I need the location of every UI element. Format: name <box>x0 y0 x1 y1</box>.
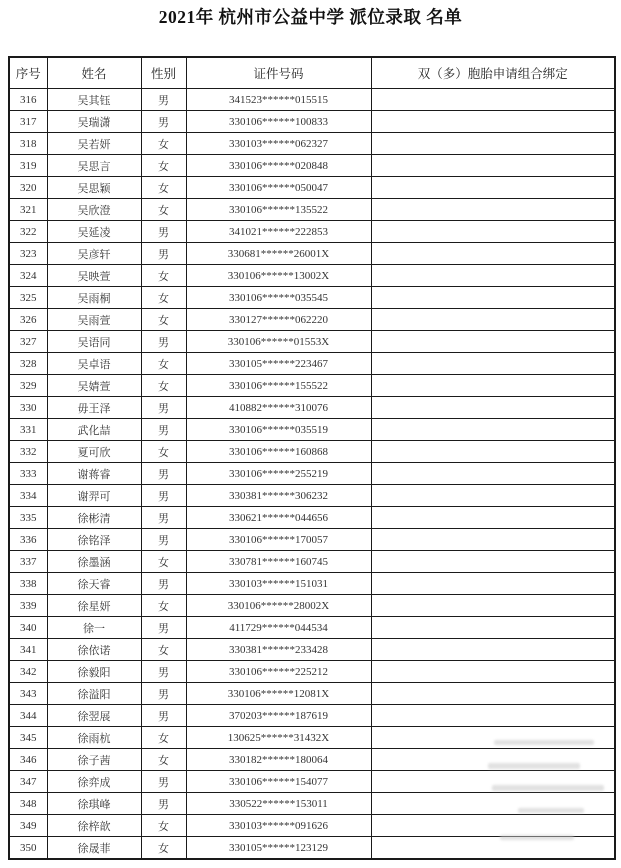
cell-twin-binding <box>371 397 615 419</box>
cell-name: 毋王泽 <box>47 397 141 419</box>
cell-gender: 女 <box>141 287 186 309</box>
cell-twin-binding <box>371 309 615 331</box>
cell-twin-binding <box>371 199 615 221</box>
cell-gender: 女 <box>141 595 186 617</box>
cell-id-number: 330522******153011 <box>186 793 371 815</box>
cell-twin-binding <box>371 683 615 705</box>
table-row <box>9 441 615 463</box>
cell-id-number: 330106******035545 <box>186 287 371 309</box>
table-row <box>9 177 615 199</box>
cell-name: 徐墨涵 <box>47 551 141 573</box>
cell-id-number: 330381******306232 <box>186 485 371 507</box>
cell-gender: 男 <box>141 661 186 683</box>
cell-gender: 男 <box>141 89 186 111</box>
admission-roster-table <box>8 56 616 860</box>
cell-twin-binding <box>371 375 615 397</box>
table-row <box>9 573 615 595</box>
cell-gender: 女 <box>141 375 186 397</box>
cell-twin-binding <box>371 419 615 441</box>
cell-twin-binding <box>371 705 615 727</box>
cell-name: 徐溢阳 <box>47 683 141 705</box>
cell-twin-binding <box>371 111 615 133</box>
table-row <box>9 683 615 705</box>
table-row <box>9 705 615 727</box>
table-row <box>9 353 615 375</box>
cell-id-number: 330681******26001X <box>186 243 371 265</box>
cell-name: 吴映萱 <box>47 265 141 287</box>
cell-serial-number: 326 <box>9 309 47 331</box>
cell-id-number: 130625******31432X <box>186 727 371 749</box>
table-row <box>9 529 615 551</box>
cell-gender: 男 <box>141 485 186 507</box>
cell-name: 徐铭泽 <box>47 529 141 551</box>
cell-twin-binding <box>371 617 615 639</box>
cell-twin-binding <box>371 353 615 375</box>
cell-name: 吴若妍 <box>47 133 141 155</box>
cell-gender: 女 <box>141 837 186 860</box>
table-row <box>9 507 615 529</box>
cell-gender: 男 <box>141 111 186 133</box>
cell-id-number: 330106******020848 <box>186 155 371 177</box>
cell-serial-number: 317 <box>9 111 47 133</box>
cell-twin-binding <box>371 727 615 749</box>
cell-serial-number: 318 <box>9 133 47 155</box>
header-id-number: 证件号码 <box>186 57 371 89</box>
cell-name: 徐星妍 <box>47 595 141 617</box>
cell-id-number: 330182******180064 <box>186 749 371 771</box>
cell-gender: 男 <box>141 221 186 243</box>
cell-id-number: 330127******062220 <box>186 309 371 331</box>
cell-gender: 女 <box>141 815 186 837</box>
cell-id-number: 330106******13002X <box>186 265 371 287</box>
cell-name: 吴其钰 <box>47 89 141 111</box>
cell-name: 吴卓语 <box>47 353 141 375</box>
cell-id-number: 330106******135522 <box>186 199 371 221</box>
cell-id-number: 330106******160868 <box>186 441 371 463</box>
header-name: 姓名 <box>47 57 141 89</box>
cell-gender: 男 <box>141 397 186 419</box>
cell-gender: 男 <box>141 617 186 639</box>
page-title: 2021年 杭州市公益中学 派位录取 名单 <box>158 7 463 27</box>
cell-serial-number: 348 <box>9 793 47 815</box>
cell-serial-number: 343 <box>9 683 47 705</box>
cell-name: 徐翌展 <box>47 705 141 727</box>
cell-twin-binding <box>371 837 615 860</box>
table-row <box>9 199 615 221</box>
cell-serial-number: 331 <box>9 419 47 441</box>
cell-gender: 女 <box>141 265 186 287</box>
cell-id-number: 330106******28002X <box>186 595 371 617</box>
cell-id-number: 341021******222853 <box>186 221 371 243</box>
header-twin-binding: 双（多）胞胎申请组合绑定 <box>371 57 615 89</box>
cell-id-number: 330106******170057 <box>186 529 371 551</box>
table-row <box>9 595 615 617</box>
cell-name: 徐依诺 <box>47 639 141 661</box>
cell-name: 徐雨杭 <box>47 727 141 749</box>
table-row <box>9 265 615 287</box>
cell-id-number: 330106******154077 <box>186 771 371 793</box>
table-row <box>9 463 615 485</box>
cell-id-number: 330105******223467 <box>186 353 371 375</box>
table-row <box>9 661 615 683</box>
cell-twin-binding <box>371 815 615 837</box>
cell-name: 吴思言 <box>47 155 141 177</box>
cell-serial-number: 339 <box>9 595 47 617</box>
cell-gender: 女 <box>141 177 186 199</box>
table-row <box>9 749 615 771</box>
cell-twin-binding <box>371 573 615 595</box>
table-row <box>9 793 615 815</box>
cell-id-number: 330106******12081X <box>186 683 371 705</box>
cell-id-number: 330103******091626 <box>186 815 371 837</box>
cell-serial-number: 327 <box>9 331 47 353</box>
cell-gender: 女 <box>141 639 186 661</box>
cell-serial-number: 344 <box>9 705 47 727</box>
table-row <box>9 397 615 419</box>
cell-id-number: 330106******050047 <box>186 177 371 199</box>
cell-id-number: 330106******035519 <box>186 419 371 441</box>
cell-twin-binding <box>371 441 615 463</box>
cell-twin-binding <box>371 551 615 573</box>
table-row <box>9 111 615 133</box>
cell-gender: 男 <box>141 683 186 705</box>
cell-gender: 女 <box>141 133 186 155</box>
cell-name: 吴瑞潇 <box>47 111 141 133</box>
table-row <box>9 331 615 353</box>
cell-gender: 女 <box>141 441 186 463</box>
cell-serial-number: 336 <box>9 529 47 551</box>
cell-gender: 男 <box>141 573 186 595</box>
cell-name: 吴思颖 <box>47 177 141 199</box>
header-serial-number: 序号 <box>9 57 47 89</box>
cell-name: 徐琪峰 <box>47 793 141 815</box>
cell-twin-binding <box>371 793 615 815</box>
table-row <box>9 309 615 331</box>
cell-id-number: 410882******310076 <box>186 397 371 419</box>
cell-serial-number: 340 <box>9 617 47 639</box>
cell-name: 徐天睿 <box>47 573 141 595</box>
cell-serial-number: 321 <box>9 199 47 221</box>
cell-serial-number: 350 <box>9 837 47 860</box>
cell-serial-number: 342 <box>9 661 47 683</box>
cell-twin-binding <box>371 287 615 309</box>
cell-twin-binding <box>371 177 615 199</box>
cell-serial-number: 320 <box>9 177 47 199</box>
cell-serial-number: 349 <box>9 815 47 837</box>
cell-twin-binding <box>371 507 615 529</box>
cell-serial-number: 323 <box>9 243 47 265</box>
cell-gender: 男 <box>141 793 186 815</box>
table-row <box>9 617 615 639</box>
cell-id-number: 330381******233428 <box>186 639 371 661</box>
cell-name: 徐彬清 <box>47 507 141 529</box>
cell-name: 徐梓歆 <box>47 815 141 837</box>
table-row <box>9 639 615 661</box>
table-row <box>9 287 615 309</box>
cell-id-number: 330103******062327 <box>186 133 371 155</box>
cell-id-number: 330105******123129 <box>186 837 371 860</box>
cell-id-number: 370203******187619 <box>186 705 371 727</box>
table-row <box>9 485 615 507</box>
cell-twin-binding <box>371 331 615 353</box>
cell-twin-binding <box>371 265 615 287</box>
cell-name: 徐一 <box>47 617 141 639</box>
cell-id-number: 330106******01553X <box>186 331 371 353</box>
table-row <box>9 133 615 155</box>
cell-name: 吴雨桐 <box>47 287 141 309</box>
cell-serial-number: 324 <box>9 265 47 287</box>
table-row <box>9 89 615 111</box>
table-row <box>9 243 615 265</box>
table-row <box>9 727 615 749</box>
table-row <box>9 155 615 177</box>
cell-serial-number: 329 <box>9 375 47 397</box>
cell-name: 夏可欣 <box>47 441 141 463</box>
cell-twin-binding <box>371 243 615 265</box>
cell-serial-number: 322 <box>9 221 47 243</box>
cell-name: 谢蒋睿 <box>47 463 141 485</box>
cell-serial-number: 347 <box>9 771 47 793</box>
cell-serial-number: 335 <box>9 507 47 529</box>
cell-name: 徐弈成 <box>47 771 141 793</box>
table-row <box>9 221 615 243</box>
cell-twin-binding <box>371 529 615 551</box>
cell-name: 吴婧萱 <box>47 375 141 397</box>
cell-gender: 女 <box>141 727 186 749</box>
cell-id-number: 341523******015515 <box>186 89 371 111</box>
cell-twin-binding <box>371 463 615 485</box>
table-row <box>9 815 615 837</box>
cell-serial-number: 319 <box>9 155 47 177</box>
cell-gender: 男 <box>141 243 186 265</box>
table-row <box>9 837 615 860</box>
cell-serial-number: 333 <box>9 463 47 485</box>
table-header-row <box>9 57 615 89</box>
cell-serial-number: 316 <box>9 89 47 111</box>
cell-name: 吴雨萱 <box>47 309 141 331</box>
cell-twin-binding <box>371 595 615 617</box>
table-body <box>9 89 615 860</box>
cell-serial-number: 346 <box>9 749 47 771</box>
cell-name: 吴欣澄 <box>47 199 141 221</box>
cell-name: 徐子茜 <box>47 749 141 771</box>
cell-id-number: 330106******100833 <box>186 111 371 133</box>
cell-gender: 女 <box>141 353 186 375</box>
header-gender: 性别 <box>141 57 186 89</box>
cell-name: 吴语同 <box>47 331 141 353</box>
cell-gender: 男 <box>141 331 186 353</box>
cell-serial-number: 325 <box>9 287 47 309</box>
cell-twin-binding <box>371 155 615 177</box>
cell-name: 徐毅阳 <box>47 661 141 683</box>
cell-gender: 男 <box>141 507 186 529</box>
cell-gender: 男 <box>141 463 186 485</box>
cell-serial-number: 332 <box>9 441 47 463</box>
cell-gender: 女 <box>141 551 186 573</box>
cell-gender: 男 <box>141 705 186 727</box>
cell-twin-binding <box>371 749 615 771</box>
cell-serial-number: 345 <box>9 727 47 749</box>
cell-id-number: 411729******044534 <box>186 617 371 639</box>
table-row <box>9 771 615 793</box>
cell-name: 武化喆 <box>47 419 141 441</box>
cell-gender: 女 <box>141 309 186 331</box>
cell-serial-number: 337 <box>9 551 47 573</box>
cell-name: 徐晟菲 <box>47 837 141 860</box>
cell-gender: 男 <box>141 771 186 793</box>
cell-twin-binding <box>371 661 615 683</box>
cell-twin-binding <box>371 485 615 507</box>
cell-gender: 男 <box>141 419 186 441</box>
cell-twin-binding <box>371 771 615 793</box>
cell-id-number: 330103******151031 <box>186 573 371 595</box>
cell-gender: 女 <box>141 155 186 177</box>
table-row <box>9 419 615 441</box>
table-row <box>9 551 615 573</box>
cell-twin-binding <box>371 221 615 243</box>
cell-twin-binding <box>371 89 615 111</box>
cell-twin-binding <box>371 133 615 155</box>
cell-serial-number: 341 <box>9 639 47 661</box>
cell-serial-number: 334 <box>9 485 47 507</box>
cell-id-number: 330106******225212 <box>186 661 371 683</box>
cell-name: 吴延凌 <box>47 221 141 243</box>
cell-gender: 男 <box>141 529 186 551</box>
cell-id-number: 330106******255219 <box>186 463 371 485</box>
cell-gender: 女 <box>141 199 186 221</box>
cell-serial-number: 328 <box>9 353 47 375</box>
cell-serial-number: 330 <box>9 397 47 419</box>
cell-gender: 女 <box>141 749 186 771</box>
cell-id-number: 330621******044656 <box>186 507 371 529</box>
cell-name: 吴彦轩 <box>47 243 141 265</box>
cell-id-number: 330781******160745 <box>186 551 371 573</box>
cell-name: 谢羿可 <box>47 485 141 507</box>
cell-serial-number: 338 <box>9 573 47 595</box>
cell-id-number: 330106******155522 <box>186 375 371 397</box>
cell-twin-binding <box>371 639 615 661</box>
table-row <box>9 375 615 397</box>
